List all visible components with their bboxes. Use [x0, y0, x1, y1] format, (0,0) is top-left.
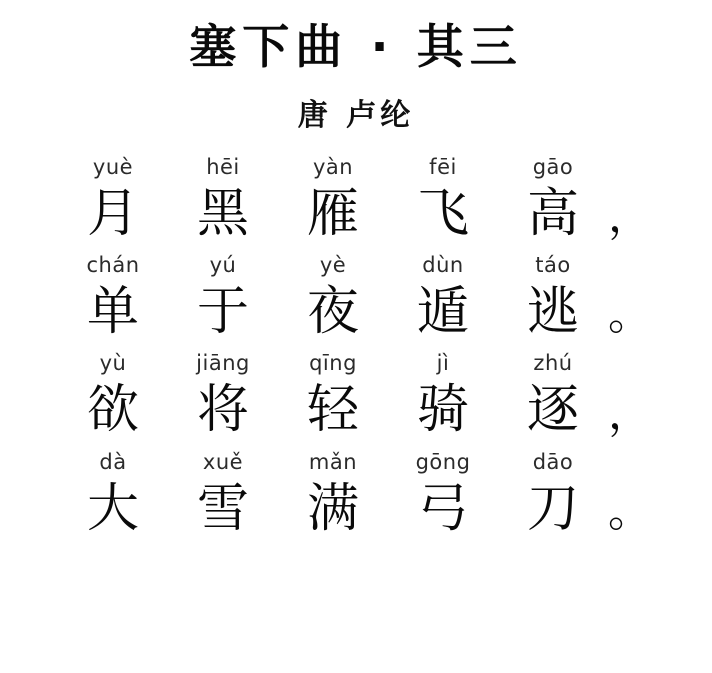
pinyin-label: xuě	[202, 449, 244, 474]
char-block	[168, 451, 278, 540]
hanzi-char: 逐	[526, 380, 579, 441]
punctuation-mark: ，	[608, 387, 652, 439]
pinyin-label: qīng	[309, 351, 357, 376]
pinyin-label: yù	[99, 351, 127, 376]
pinyin-label: dùn	[422, 253, 464, 278]
hanzi-char: 高	[526, 183, 579, 244]
punctuation-block	[608, 455, 654, 540]
pinyin-label: táo	[535, 253, 571, 278]
poem-line	[58, 254, 654, 343]
punctuation-block	[608, 357, 654, 442]
pinyin-label: yàn	[312, 154, 354, 179]
poem-body	[58, 156, 654, 549]
punctuation-mark: ，	[608, 190, 652, 242]
punctuation-block	[608, 258, 654, 343]
char-block	[58, 156, 168, 245]
hanzi-char: 弓	[416, 478, 469, 539]
hanzi-char: 欲	[86, 380, 139, 441]
poem-line	[58, 451, 654, 540]
poem-author: 唐 卢纶	[297, 97, 415, 133]
pinyin-label: zhú	[533, 351, 573, 376]
char-block	[278, 156, 388, 245]
page-title: 塞下曲 · 其三	[189, 20, 523, 75]
char-block	[388, 156, 498, 245]
pinyin-label: dà	[99, 449, 127, 474]
poem-line	[58, 156, 654, 245]
pinyin-label: yú	[209, 253, 237, 278]
hanzi-char: 雁	[306, 183, 359, 244]
char-block	[278, 254, 388, 343]
punctuation-mark: 。	[608, 289, 652, 341]
char-block	[498, 352, 608, 441]
punctuation-mark: 。	[608, 485, 652, 537]
char-block	[498, 254, 608, 343]
char-block	[168, 156, 278, 245]
char-block	[168, 352, 278, 441]
hanzi-char: 遁	[416, 282, 469, 343]
char-block	[58, 451, 168, 540]
char-block	[388, 254, 498, 343]
hanzi-char: 骑	[416, 380, 469, 441]
pinyin-label: dāo	[532, 449, 574, 474]
pinyin-label: jiāng	[196, 351, 250, 376]
char-block	[498, 156, 608, 245]
char-block	[498, 451, 608, 540]
pinyin-label: chán	[86, 253, 140, 278]
pinyin-label: gāo	[532, 154, 574, 179]
poem-line	[58, 352, 654, 441]
pinyin-label: hēi	[206, 154, 240, 179]
hanzi-char: 刀	[526, 478, 579, 539]
hanzi-char: 雪	[196, 478, 249, 539]
char-block	[168, 254, 278, 343]
hanzi-char: 月	[86, 183, 139, 244]
hanzi-char: 飞	[416, 183, 469, 244]
hanzi-char: 于	[196, 282, 249, 343]
pinyin-label: fēi	[429, 154, 457, 179]
hanzi-char: 黑	[196, 183, 249, 244]
char-block	[278, 352, 388, 441]
hanzi-char: 轻	[306, 380, 359, 441]
char-block	[58, 254, 168, 343]
pinyin-label: gōng	[415, 449, 471, 474]
hanzi-char: 单	[86, 282, 139, 343]
pinyin-label: mǎn	[308, 449, 358, 474]
char-block	[58, 352, 168, 441]
pinyin-label: yè	[319, 253, 347, 278]
hanzi-char: 大	[86, 478, 139, 539]
pinyin-label: jì	[436, 351, 450, 376]
hanzi-char: 逃	[526, 282, 579, 343]
char-block	[278, 451, 388, 540]
punctuation-block	[608, 160, 654, 245]
hanzi-char: 将	[196, 380, 249, 441]
char-block	[388, 451, 498, 540]
hanzi-char: 满	[306, 478, 359, 539]
hanzi-char: 夜	[306, 282, 359, 343]
char-block	[388, 352, 498, 441]
pinyin-label: yuè	[92, 154, 134, 179]
